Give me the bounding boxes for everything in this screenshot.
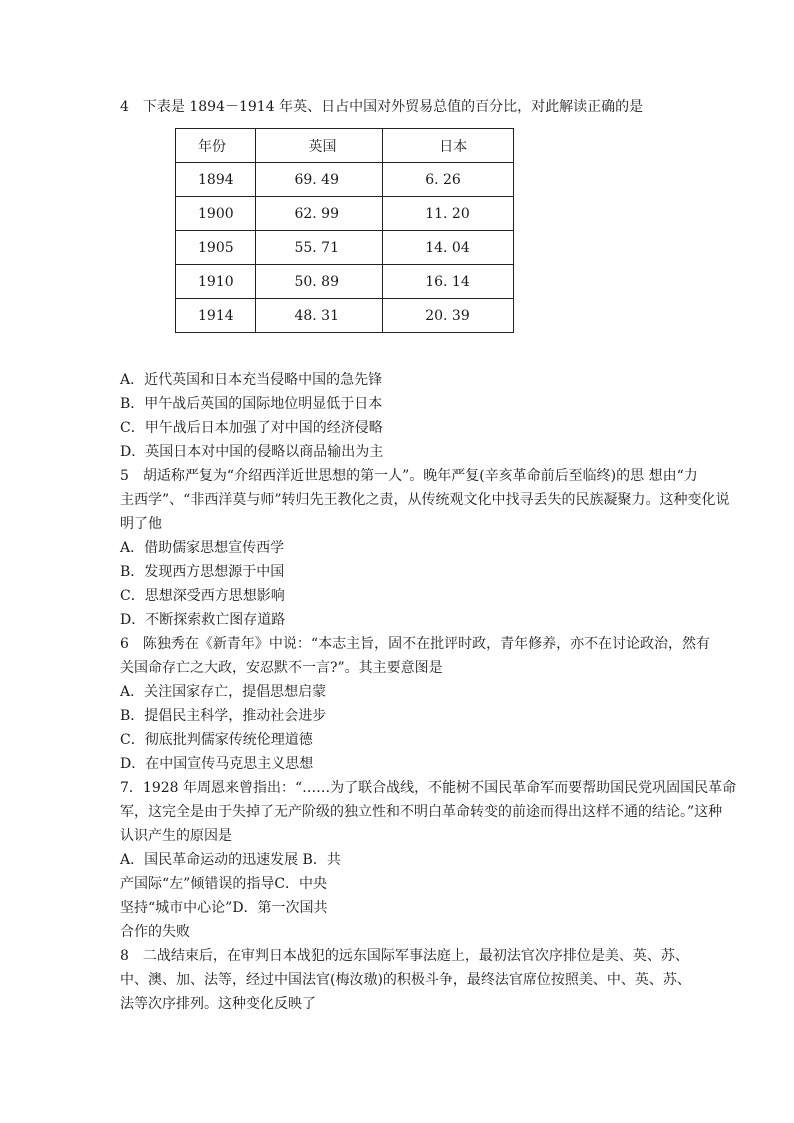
q5-option-b: B．发现西方思想源于中国 (120, 564, 285, 580)
cell-japan: 6. 26 (383, 163, 514, 197)
q6-option-a: A．关注国家存亡，提倡思想启蒙 (120, 684, 327, 700)
q7-stem-line-1: 7．1928 年周恩来曾指出：“……为了联合战线，不能树不国民革命军而要帮助国民党巩固国民革命 (120, 780, 737, 796)
q5-stem-line-2: 主西学”、“非西洋莫与师”转归先王教化之责，从传统观文化中找寻丢失的民族凝聚力。这种变化说 (120, 492, 730, 508)
cell-japan: 16. 14 (383, 265, 514, 299)
header-uk: 英国 (256, 129, 383, 163)
q6-option-c: C．彻底批判儒家传统伦理道德 (120, 732, 313, 748)
trade-share-table (175, 128, 514, 333)
q6-option-d: D．在中国宣传马克思主义思想 (120, 756, 314, 772)
q7-option-line-2: 产国际“左”倾错误的指导C．中央 (120, 876, 328, 892)
q5-option-a: A．借助儒家思想宣传西学 (120, 540, 285, 556)
cell-uk: 50. 89 (256, 265, 383, 299)
cell-year: 1894 (176, 163, 256, 197)
cell-uk: 55. 71 (256, 231, 383, 265)
table-row (176, 299, 514, 333)
table-row (176, 163, 514, 197)
header-year: 年份 (176, 129, 256, 163)
cell-japan: 14. 04 (383, 231, 514, 265)
cell-japan: 20. 39 (383, 299, 514, 333)
cell-japan: 11. 20 (383, 197, 514, 231)
q8-stem-line-3: 法等次序排列。这种变化反映了 (120, 996, 316, 1012)
q4-option-b: B．甲午战后英国的国际地位明显低于日本 (120, 396, 383, 412)
q5-stem-line-3: 明了他 (120, 516, 162, 532)
q4-stem: 4 下表是 1894－1914 年英、日占中国对外贸易总值的百分比，对此解读正确的是 (120, 99, 644, 115)
q8-stem-line-2: 中、澳、加、法等，经过中国法官(梅汝璈)的积极斗争，最终法官席位按照美、中、英、苏、 (120, 972, 691, 988)
table-row (176, 231, 514, 265)
cell-year: 1900 (176, 197, 256, 231)
cell-uk: 62. 99 (256, 197, 383, 231)
table-row (176, 197, 514, 231)
q7-option-line-3: 坚持“城市中心论”D．第一次国共 (120, 900, 328, 916)
q6-stem-line-1: 6 陈独秀在《新青年》中说：“本志主旨，固不在批评时政，青年修养，亦不在讨论政治，然有 (120, 636, 711, 652)
cell-year: 1905 (176, 231, 256, 265)
q4-option-d: D．英国日本对中国的侵略以商品输出为主 (120, 444, 384, 460)
cell-uk: 48. 31 (256, 299, 383, 333)
q5-option-c: C．思想深受西方思想影响 (120, 588, 285, 604)
q7-option-line-4: 合作的失败 (120, 924, 190, 940)
cell-year: 1914 (176, 299, 256, 333)
q4-option-c: C．甲午战后日本加强了对中国的经济侵略 (120, 420, 383, 436)
q4-option-a: A．近代英国和日本充当侵略中国的急先锋 (120, 372, 383, 388)
q6-option-b: B．提倡民主科学，推动社会进步 (120, 708, 327, 724)
q5-option-d: D．不断探索救亡图存道路 (120, 612, 286, 628)
q5-stem-line-1: 5 胡适称严复为“介绍西洋近世思想的第一人”。晚年严复(辛亥革命前后至临终)的思 想由“力 (120, 468, 698, 484)
header-japan: 日本 (383, 129, 514, 163)
q6-stem-line-2: 关国命存亡之大政，安忍默不一言?”。其主要意图是 (120, 660, 443, 676)
q8-stem-line-1: 8 二战结束后，在审判日本战犯的远东国际军事法庭上，最初法官次序排位是美、英、苏、 (120, 948, 689, 964)
cell-uk: 69. 49 (256, 163, 383, 197)
q7-stem-line-3: 认识产生的原因是 (120, 828, 232, 844)
q7-option-line-1: A．国民革命运动的迅速发展 B．共 (120, 852, 341, 868)
table-header-row (176, 129, 514, 163)
cell-year: 1910 (176, 265, 256, 299)
table-row (176, 265, 514, 299)
q7-stem-line-2: 军，这完全是由于失掉了无产阶级的独立性和不明白革命转变的前途而得出这样不通的结论。”这种 (120, 804, 723, 820)
